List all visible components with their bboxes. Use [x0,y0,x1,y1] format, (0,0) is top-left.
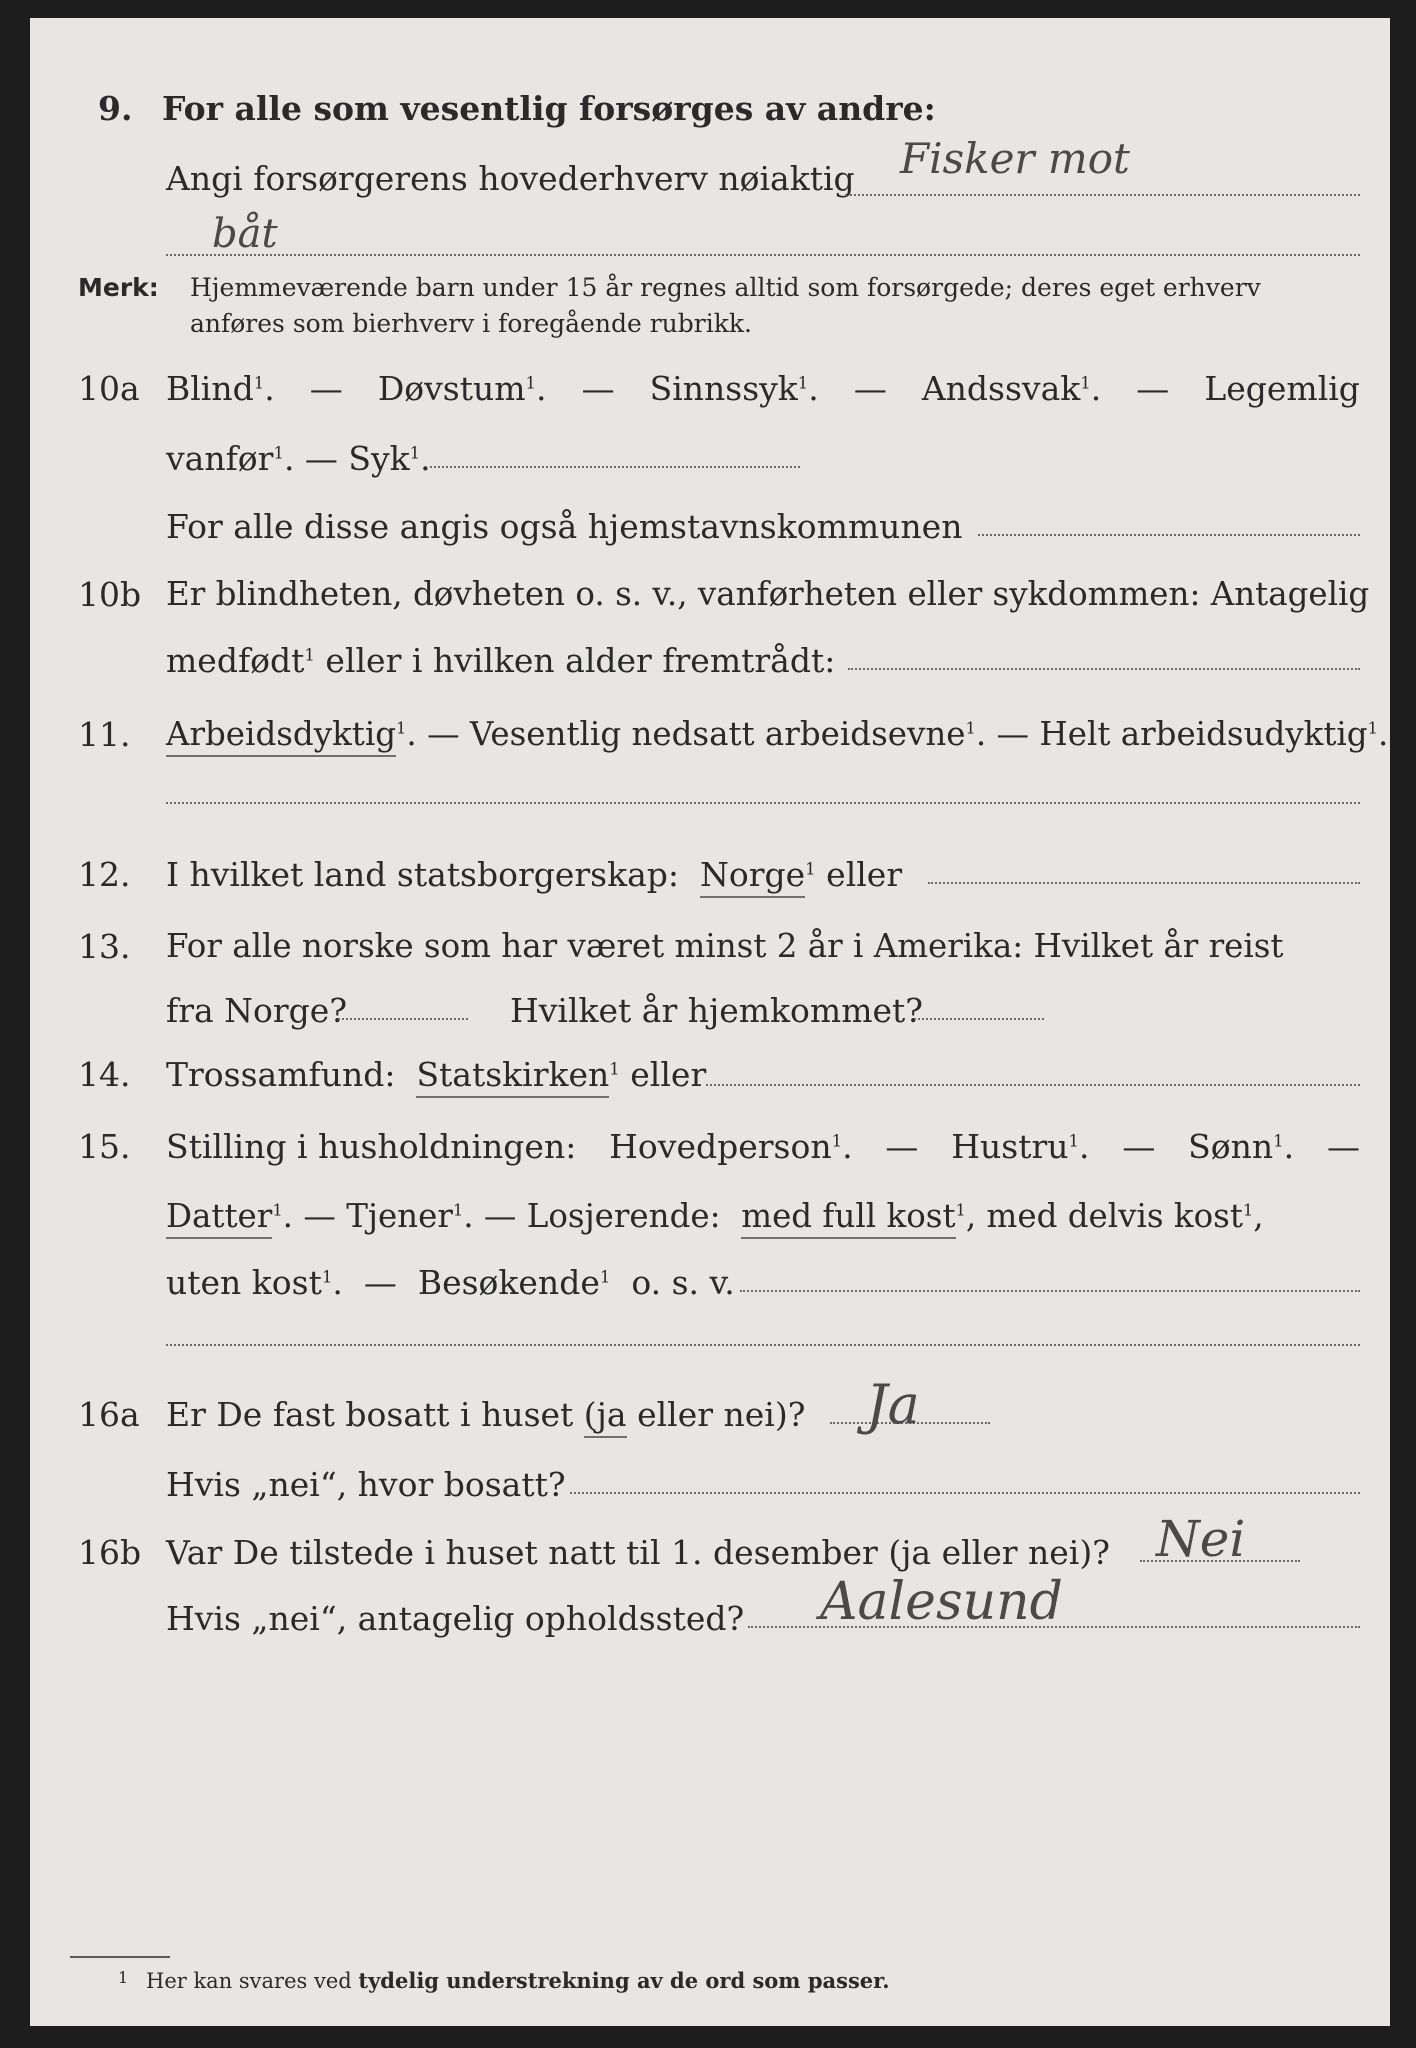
q15-answer-line [740,1290,1360,1292]
q9-heading: For alle som vesentlig forsørges av andre: [162,89,936,128]
q13-hjemkommet: Hvilket år hjemkommet? [510,991,923,1030]
q11-options: Arbeidsdyktig$^1$. — Vesentlig nedsatt arbeidsevne$^1$. — Helt arbeidsudyktig$^1$. [166,718,1388,751]
census-form-page [30,18,1390,2026]
q12-line: I hvilket land statsborgerskap: Norge$^1$ eller [166,858,902,891]
q13-line-1: For alle norske som har været minst 2 år i Amerika: Hvilket år reist [166,927,1284,965]
q16a-line-1: Er De fast bosatt i huset (ja eller nei)? [166,1398,805,1431]
opt-sinnssyk: Sinnssyk [649,369,798,408]
q16a-bosatt-line [570,1492,1360,1494]
q16b-line-2: Hvis „nei“, antagelig opholdssted? [166,1599,745,1638]
q10b-line-1: Er blindheten, døvheten o. s. v., vanførheten eller sykdommen: Antagelig [166,575,1370,613]
q16b-line-1: Var De tilstede i huset natt til 1. desember (ja eller nei)? [166,1533,1110,1572]
q13-reist-line [338,1018,468,1020]
q15-line-1: Stilling i husholdningen: Hovedperson$^1$. — Hustru$^1$. — Sønn$^1$. — [166,1127,1360,1166]
opt-legemlig: Legemlig [1204,369,1360,408]
opt-statskirken-underlined: Statskirken [416,1055,609,1098]
q15-number: 15. [78,1127,131,1166]
q9-handwritten-answer-2: båt [212,211,278,257]
q15-line-3: uten kost$^1$. — Besøkende$^1$ o. s. v. [166,1263,735,1302]
q16b-handwritten-answer-2: Aalesund [820,1572,1063,1632]
q10b-number: 10b [78,575,142,614]
footnote-text: Her kan svares ved tydelig understrekning av de ord som passer. [146,1968,890,1993]
q9-answer-line [845,194,1360,196]
footnote-rule [70,1956,170,1958]
opt-dovstum: Døvstum [377,369,526,408]
q10a-line-2: vanfør$^1$. — Syk$^1$. [166,439,431,478]
q12-answer-line [928,882,1360,884]
q14-line: Trossamfund: Statskirken$^1$ eller [166,1058,706,1091]
q13-number: 13. [78,927,131,966]
q14-number: 14. [78,1055,131,1094]
q10a-options-line: Blind$^1$. — Døvstum$^1$. — Sinnssyk$^1$. — Andssvak$^1$. — Legemlig [166,369,1360,408]
q16a-number: 16a [78,1395,140,1434]
q10a-hjemstavn-line [978,534,1360,536]
q9-answer-line-2 [166,254,1360,256]
opt-norge-underlined: Norge [700,855,805,898]
q10b-line-2: medfødt$^1$ eller i hvilken alder fremtrådt: [166,641,836,680]
q16b-handwritten-answer-1: Nei [1156,1510,1246,1568]
q9-number: 9. [98,89,133,128]
q12-number: 12. [78,855,131,894]
opt-arbeidsdyktig-underlined: Arbeidsdyktig [166,715,396,757]
q10b-answer-line [848,668,1360,670]
merk-line-2: anføres som bierhverv i foregående rubrikk. [190,309,752,338]
opt-blind: Blind [166,369,254,408]
q14-answer-line [706,1084,1360,1086]
q16a-handwritten-answer: Ja [866,1373,920,1436]
q13-hjemkommet-line [914,1018,1044,1020]
merk-line-1: Hjemmeværende barn under 15 år regnes alltid som forsørgede; deres eget erhverv [190,273,1261,302]
q9-prompt: Angi forsørgerens hovederhverv nøiaktig [166,159,855,198]
opt-datter-underlined: Datter [166,1197,272,1239]
opt-ja-underlined: (ja [584,1395,627,1438]
footnote-mark: 1 [118,1968,129,1987]
q11-answer-line [166,802,1360,804]
q10a-syk-line [430,466,800,468]
q16a-line-2: Hvis „nei“, hvor bosatt? [166,1465,566,1504]
q16b-number: 16b [78,1533,142,1572]
q15-answer-line-2 [166,1344,1360,1346]
q10a-number: 10a [78,369,140,408]
q11-number: 11. [78,715,131,754]
merk-label: Merk: [78,273,159,302]
q9-handwritten-answer-1: Fisker mot [900,134,1130,183]
opt-vanfor: vanfør [166,439,274,478]
q13-fra-norge: fra Norge? [166,991,348,1030]
q10a-line-3: For alle disse angis også hjemstavnskommunen [166,507,963,546]
opt-andssvak: Andssvak [921,369,1081,408]
opt-med-full-kost-underlined: med full kost [741,1197,955,1239]
opt-syk: Syk [348,439,410,478]
q15-line-2: Datter$^1$. — Tjener$^1$. — Losjerende: med full kost$^1$, med delvis kost$^1$, [166,1200,1264,1233]
